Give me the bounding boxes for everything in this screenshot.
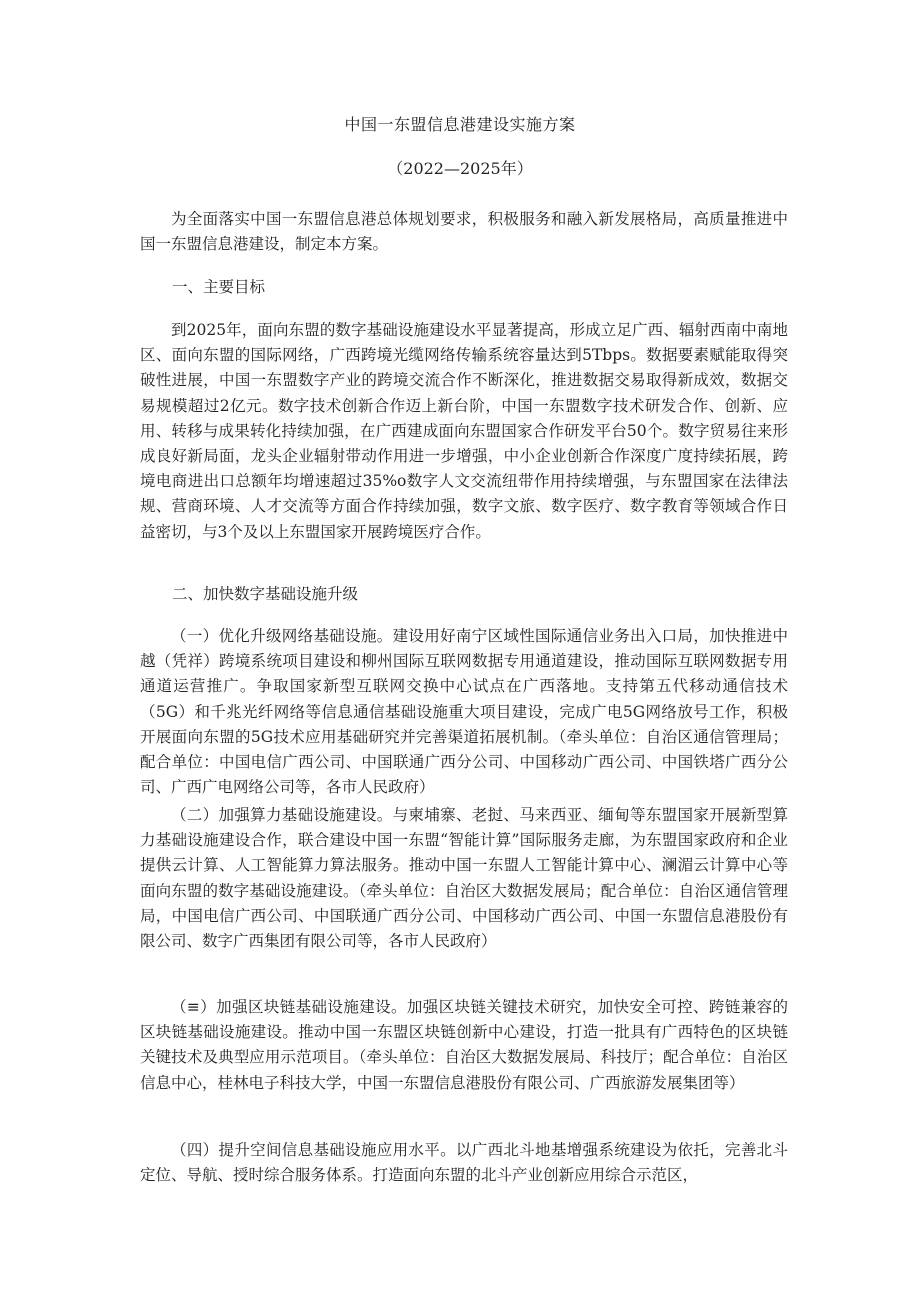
infrastructure-item-blockchain: （≡）加强区块链基础设施建设。加强区块链关键技术研究，加快安全可控、跨链兼容的区块链基础设施建设。推动中国一东盟区块链创新中心建设，打造一批具有广西特色的区块链关键技术及典型应用示范项目。（牵头单位：自治区大数据发展局、科技厅；配合单位：自治区信息中心，桂林电子科技大学，中国一东盟信息港股份有限公司、广西旅游发展集团等） — [140, 998, 788, 1092]
section-heading-infrastructure: 二、加快数字基础设施升级 — [172, 585, 359, 603]
goals-paragraph: 到2025年，面向东盟的数字基础设施建设水平显著提高，形成立足广西、辐射西南中南地区、面向东盟的国际网络，广西跨境光缆网络传输系统容量达到5Tbps。数据要素赋能取得突破性进展，中国一东盟数字产业的跨境交流合作不断深化，推进数据交易取得新成效，数据交易规模超过2亿元。数字技术创新合作迈上新台阶，中国一东盟数字技术研发合作、创新、应用、转移与成果转化持续加强，在广西建成面向东盟国家合作研发平台50个。数字贸易往来形成良好新局面，龙头企业辐射带动作用进一步增强，中小企业创新合作深度广度持续拓展，跨境电商进出口总额年均增速超过35%o数字人文交流纽带作用持续增强，与东盟国家在法律法规、营商环境、人才交流等方面合作持续加强，数字文旅、数字医疗、数字教育等领域合作日益密切，与3个及以上东盟国家开展跨境医疗合作。 — [140, 321, 788, 541]
infrastructure-item-network: （一）优化升级网络基础设施。建设用好南宁区域性国际通信业务出入口局，加快推进中越（凭祥）跨境系统项目建设和柳州国际互联网数据专用通道建设，推动国际互联网数据专用通道运营推广。争取国家新型互联网交换中心试点在广西落地。支持第五代移动通信技术（5G）和千兆光纤网络等信息通信基础设施重大项目建设，完成广电5G网络放号工作，积极开展面向东盟的5G技术应用基础研究并完善渠道拓展机制。（牵头单位：自治区通信管理局；配合单位：中国电信广西公司、中国联通广西分公司、中国移动广西公司、中国铁塔广西分公司、广西广电网络公司等，各市人民政府） — [140, 627, 788, 797]
infrastructure-item-computing: （二）加强算力基础设施建设。与柬埔寨、老挝、马来西亚、缅甸等东盟国家开展新型算力基础设施建设合作，联合建设中国一东盟“智能计算”国际服务走廊，为东盟国家政府和企业提供云计算、人工智能算力算法服务。推动中国一东盟人工智能计算中心、澜湄云计算中心等面向东盟的数字基础设施建设。（牵头单位：自治区大数据发展局；配合单位：自治区通信管理局，中国电信广西公司、中国联通广西分公司、中国移动广西公司、中国一东盟信息港股份有限公司、数字广西集团有限公司等，各市人民政府） — [140, 806, 788, 951]
section-heading-goals: 一、主要目标 — [172, 278, 266, 296]
document-title: 中国一东盟信息港建设实施方案 — [344, 115, 576, 134]
infrastructure-item-spatial: （四）提升空间信息基础设施应用水平。以广西北斗地基增强系统建设为依托，完善北斗定位、导航、授时综合服务体系。打造面向东盟的北斗产业创新应用综合示范区， — [140, 1141, 788, 1185]
document-subtitle: （2022—2025年） — [387, 159, 533, 178]
intro-paragraph: 为全面落实中国一东盟信息港总体规划要求，积极服务和融入新发展格局，高质量推进中国一东盟信息港建设，制定本方案。 — [140, 210, 788, 254]
